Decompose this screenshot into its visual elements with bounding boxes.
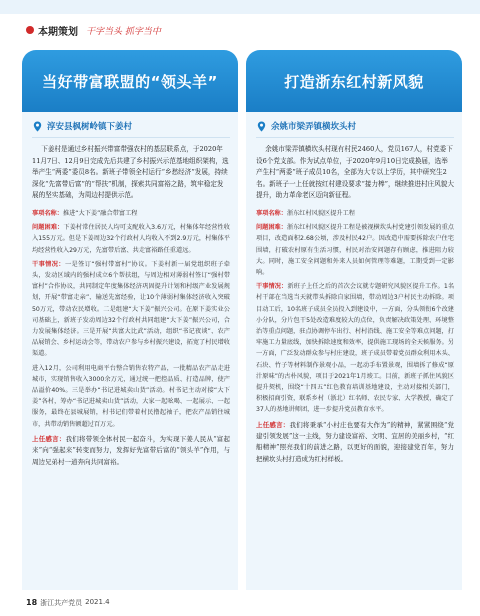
article-right-body	[256, 120, 454, 468]
paragraph-label: 问题困难：	[32, 224, 64, 232]
article-right-title: 打造浙东红村新风貌	[284, 72, 424, 91]
closing-paragraph	[32, 434, 230, 468]
paragraph-text: 新班子上任之后的首次会议就专题研究风貌区提升工作。1名村干部在当选当天就带头拆除自家围墙，带动周边3户村民主动拆除。项目动工后，10名班子成员全员投入到建设中，一方面，分头领衔6个改建小分队，分片包干5处改造难度较大的点位，负责解决政策处理、环境整治等重点问题，驻点协调停车出行、村村沿线、施工安全等难点问题，打牢施工力量底线，加快拆除速度和效率，提供施工现场的全天候服务。另一方面，广泛发动群众参与村庄建设，班子成员带着党员群众利用木头、石块、竹子等材料制作景观小品，一起动手布置景观，围墙拆了修成“原汁原味”的古朴风貌，项目于2021年1月竣工。目前，新班子抓住风貌区提升契机，围绕“十四五”红色教育培训基地建设，主动对接相关部门，积极招商引资，联系乡村（浙北）红名师、农民专家、大学教授，确定了37人的基地讲师团，进一步提升党员教育水平。	[256, 283, 455, 414]
paragraph-label: 上任感言：	[256, 420, 290, 429]
paragraph-text: 一是签订“强村带富村”协议。下姜村新一届党组织班子牵头，发动区域内的强村成立6个帮扶组，与周边相对薄弱村签订“强村带富村”合作协议，共同制定年度集体经济巩固提升计划和村级产业发展规划，开展“带富走亲”、输送先富经验，让10个薄弱村集体经济收入突破50万元，带动农民增收。二是组建“大下姜”振兴公司。在原下姜实业公司基础上，新班子发动周边32个行政村共同组建“大下姜”振兴公司，合力发展集体经济。三是开展“共富大比武”活动，组织“书记夜谈”、农产品展销会、乡村运动会等，带动农户参与乡村振兴建设，拓宽了村民增收渠道。	[32, 260, 230, 358]
byline-text: 淳安县枫树岭镇下姜村	[47, 122, 133, 132]
paragraph-text: 我们将带领全体村民一起奋斗，为实现下姜人民从“富起来”向“强起来”转变而努力，发挥好先富带后富的“领头羊”作用，与周边兄弟村一道奔向共同富裕。	[32, 434, 231, 466]
intro-paragraph: 余姚市梁弄镇横坎头村现有村民2460人，党员167人，村党委下设6个党支部。作为试点单位，于2020年9月10日完成换届，选举产生村“两委”班子成员10名，全部为大专以上学历，其中研究生2名。新班子一上任就按红村建设要求“接力棒”，继续推进村庄风貌大提升，助力革命老区迈向新征程。	[256, 145, 454, 200]
publication-name: 浙江共产党员	[40, 599, 83, 607]
paragraph-text: 浙东红村风貌区提升工程是被视横坎头村党建引领发展的重点项目，改造面积2.68公顷，涉及村民42户。因改造中需要拆除农户住宅围墙，打破农村原有生活习惯，村民对治安问题存有顾虑，推进阻力较大。同时，施工安全问题和外来人员如何管理等难题，工期受到一定影响。	[256, 224, 454, 276]
closing-paragraph	[256, 420, 454, 466]
paragraph	[32, 208, 230, 219]
divider	[256, 137, 454, 138]
paragraph-label: 事项名称：	[256, 209, 287, 217]
paragraph	[256, 281, 454, 415]
bullet-dot-icon	[26, 26, 34, 34]
intro-paragraph: 下姜村是通过乡村振兴带富带强农村的基层联系点，于2020年11月7日、12月9日完成先后共建了乡村振兴示范基地组织架构，选举产生“两委”委员8名。新班子带领全村运行“乡愁经济”发展，持续深化“先富带后富”的“帮扶”机制，探索共同富裕之路，筑牢稳定发展的坚实基础，为周边村提供示范。	[32, 145, 229, 200]
article-left-title: 当好带富联盟的“领头羊”	[42, 72, 218, 91]
paragraph-label: 干事情况：	[256, 283, 288, 291]
paragraph-text: 下姜村常住居民人均可支配收入3.6万元，村集体年经营性收入155万元。但是下姜周边32个行政村人均收入不到2.9万元，村集体平均经营性收入29万元，先富带后富、共走富裕路任重道远。	[32, 224, 230, 254]
article-left	[22, 50, 238, 590]
paragraph-label: 问题困难：	[256, 224, 287, 232]
paragraph	[32, 363, 230, 430]
byline	[256, 120, 454, 132]
article-right	[246, 50, 462, 590]
section-subtitle: 干字当头 抓字当中	[86, 26, 161, 37]
article-left-body	[32, 120, 230, 471]
paragraph	[32, 259, 230, 360]
paragraph	[256, 208, 454, 219]
location-pin-icon	[32, 121, 43, 132]
paragraph-text: 推进“大下姜”融合带富工程	[62, 209, 138, 217]
paragraph	[256, 222, 454, 278]
location-pin-icon	[256, 121, 267, 132]
byline	[32, 120, 230, 132]
top-decor-bar	[0, 0, 480, 14]
page-footer	[26, 598, 110, 608]
page-number: 18	[26, 598, 38, 607]
article-right-header	[246, 50, 462, 112]
paragraph-label: 干事情况：	[32, 260, 65, 268]
paragraph-text: 进入12月，公司利用电商平台整合销售农特产品，一批精品农产品走进城市，实现销售收入3000余万元，通过统一把控品质、打造品牌，使产品溢价40%。三是举办“书记进城卖山货”活动。村书记主动对接“大下姜”各村，筹办“书记进城卖山货”活动，大家一起吆喝、一起展示、一起服务，最终在县城展销，村书记们带着村民撸起袖子，把农产品销往城市，共带动销售额超过百万元。	[32, 364, 230, 428]
paragraph-text: 我们将秉承“小村庄也要有大作为”的精神，紧紧围绕“党建引领发展”这一主线，努力建设富裕、文明、宜居的美丽乡村，“红船精神”照亮我们的前进之路，以更好的面貌，迎接建党百年，努力把横坎头村打造成为红村样板。	[256, 420, 454, 463]
paragraph	[32, 222, 230, 256]
paragraph-label: 事项名称：	[32, 209, 63, 217]
section-tag	[26, 22, 161, 38]
article-left-header	[22, 50, 238, 112]
issue-number: 2021.4	[85, 598, 110, 606]
section-name: 本期策划	[38, 26, 78, 38]
divider	[32, 137, 230, 138]
byline-text: 余姚市梁弄镇横坎头村	[271, 122, 357, 132]
paragraph-label: 上任感言：	[32, 434, 66, 443]
paragraph-text: 浙东红村风貌区提升工程	[286, 209, 355, 217]
